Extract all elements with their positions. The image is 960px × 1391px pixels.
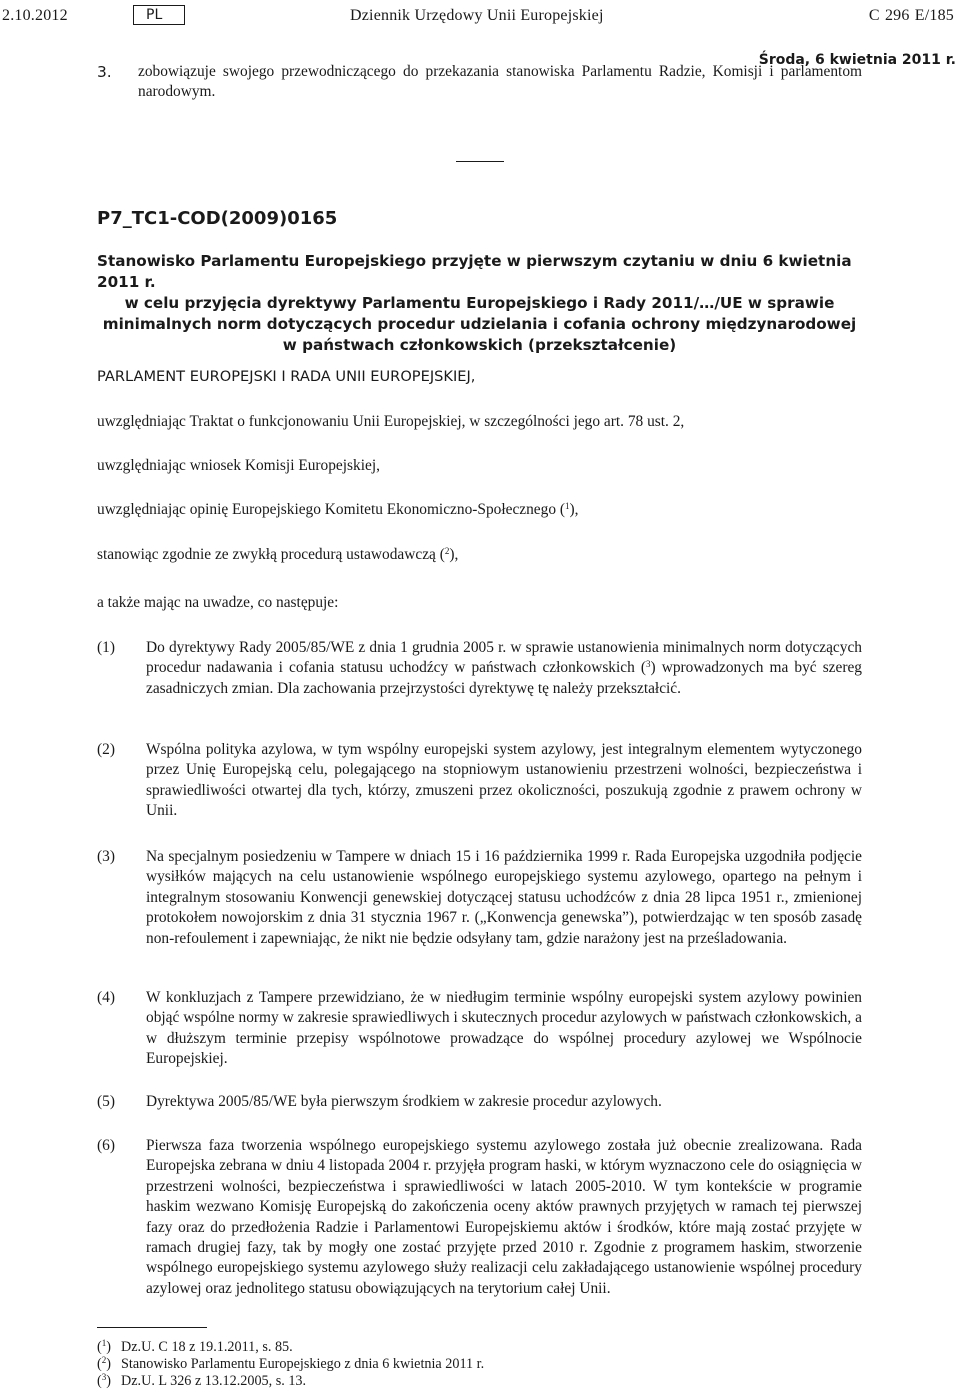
footnote-separator xyxy=(97,1327,207,1328)
journal-reference: C 296 E/185 xyxy=(868,7,954,24)
footnote-number: 2 xyxy=(101,1355,107,1365)
footnote-3: ($^3$) Dz.U. L 326 z 13.12.2005, s. 13. xyxy=(97,1372,307,1389)
recital-text: Dyrektywa 2005/85/WE była pierwszym środkiem w zakresie procedur azylowych. xyxy=(146,1093,662,1110)
footnote-number: 1 xyxy=(101,1338,107,1348)
preamble-authors: PARLAMENT EUROPEJSKI I RADA UNII EUROPEJSKIEJ, xyxy=(97,368,476,385)
footnote-number: 3 xyxy=(101,1372,107,1382)
recital-2 xyxy=(97,740,862,822)
citation-treaty: uwzględniając Traktat o funkcjonowaniu Unii Europejskiej, w szczególności jego art. 78 ust. 2, xyxy=(97,413,685,430)
footnote-text: Stanowisko Parlamentu Europejskiego z dnia 6 kwietnia 2011 r. xyxy=(121,1356,485,1372)
recital-number: (4) xyxy=(97,989,115,1006)
recital-number: (5) xyxy=(97,1093,115,1110)
footnote-ref-1: 1 xyxy=(565,501,570,511)
publication-date: 2.10.2012 xyxy=(2,7,68,24)
document-title xyxy=(97,251,862,356)
intro-item-text-content: zobowiązuje swojego przewodniczącego do przekazania stanowiska Parlamentu Radzie, Komisji i parlamentom narodowym. xyxy=(138,63,862,101)
footnote-text: Dz.U. L 326 z 13.12.2005, s. 13. xyxy=(121,1373,307,1389)
footnote-text: Dz.U. C 18 z 19.1.2011, s. 85. xyxy=(121,1339,293,1355)
recital-1 xyxy=(97,638,862,699)
recital-4 xyxy=(97,988,862,1070)
title-line-1: Stanowisko Parlamentu Europejskiego przyjęte w pierwszym czytaniu w dniu 6 kwietnia 2011 r. xyxy=(97,252,852,291)
citation-legislative-procedure xyxy=(97,545,862,565)
footnote-ref-3: 3 xyxy=(646,659,651,670)
footnote-ref-2: 2 xyxy=(444,546,450,556)
citation-commission-proposal: uwzględniając wniosek Komisji Europejskiej, xyxy=(97,457,380,474)
recital-number: (1) xyxy=(97,639,115,656)
citation-eesc-text: uwzględniając opinię Europejskiego Komitetu Ekonomiczno-Społecznego ( xyxy=(97,501,565,518)
recital-text: W konkluzjach z Tampere przewidziano, że w niedługim terminie wspólny europejski system azylowy powinien objąć wspólne normy w zakresie sprawiedliwych i skutecznych procedur azylowych w państwach członkowskich, a w dłuższym terminie przepisy wspólnotowe prowadzące do wspólnej procedury azylowej we Wspólnocie Europejskiej. xyxy=(146,989,862,1068)
citation-procedure-close: ), xyxy=(449,546,459,563)
recital-number: (3) xyxy=(97,848,115,865)
title-line-2: w celu przyjęcia dyrektywy Parlamentu Europejskiego i Rady 2011/…/UE w sprawie minimalnych norm dotyczących procedur udzielania i cofania ochrony międzynarodowej w państwach członkowskich (przekształcenie) xyxy=(102,294,857,354)
recital-5 xyxy=(97,1092,862,1112)
sitting-date: Środa, 6 kwietnia 2011 r. xyxy=(758,52,956,68)
journal-title: Dziennik Urzędowy Unii Europejskiej xyxy=(350,7,604,24)
whereas-intro: a także mając na uwadze, co następuje: xyxy=(97,594,339,611)
citation-procedure-text: stanowiąc zgodnie ze zwykłą procedurą ustawodawczą ( xyxy=(97,546,445,563)
recital-text xyxy=(146,638,862,699)
recital-1-text-end: ) wprowadzonych ma być szereg zasadniczych zmian. Dla zachowania przejrzystości dyrektywę tę należy przekształcić. xyxy=(146,659,862,697)
recital-text: Pierwsza faza tworzenia wspólnego europejskiego systemu azylowego została już obecnie zrealizowana. Rada Europejska zebrana w dniu 4 listopada 2004 r. przyjęła program haski, w którym wyznaczono cele do osiągnięcia w przestrzeni wolności, bezpieczeństwa i sprawiedliwości w latach 2005-2010. W tym kontekście w programie haskim wezwano Komisję Europejską do zakończenia oceny aktów prawnych przyjętych w ramach tej pierwszej fazy oraz do przedłożenia Radzie i Parlamentowi Europejskiemu aktów i środków, które mają zostać przyjęte w ramach drugiej fazy, tak by mogły one zostać przyjęte przed 2010 r. Zgodnie z programem haskim, stworzenie wspólnego europejskiego systemu azylowego służy realizacji celu zakładającego ustanowienie wspólnej procedury azylowej oraz jednolitego statusu obowiązujących na terytorium całej Unii. xyxy=(146,1137,862,1297)
recital-text: Wspólna polityka azylowa, w tym wspólny europejski system azylowy, jest integralnym elementem wytyczonego przez Unię Europejską celu, polegającego na stopniowym ustanowieniu przestrzeni wolności, bezpieczeństwa i sprawiedliwości otwartej dla tych, którzy, zmuszeni przez okoliczności, poszukują zgodnie z prawem ochrony w Unii. xyxy=(146,741,862,820)
intro-item-text xyxy=(138,62,862,103)
footnote-1: ($^1$) Dz.U. C 18 z 19.1.2011, s. 85. xyxy=(97,1338,293,1355)
recital-6 xyxy=(97,1136,862,1299)
separator-line xyxy=(456,161,504,162)
recital-text: Na specjalnym posiedzeniu w Tampere w dniach 15 i 16 października 1999 r. Rada Europejska uzgodniła podjęcie wysiłków mających na celu ustanowienie wspólnego europejskiego systemu azylowego, opartego na pełnym i integralnym stosowaniu Konwencji genewskiej dotyczącej statusu uchodźców z dnia 28 lipca 1951 r., zmienionej protokołem nowojorskim z dnia 31 stycznia 1967 r. („Konwencja genewska”), potwierdzając w ten sposób zasadę non-refoulement i zapewniając, że nikt nie będzie odsyłany tam, gdzie narażony jest na prześladowania. xyxy=(146,848,862,947)
intro-item-number: 3. xyxy=(97,63,112,81)
document-code: P7_TC1-COD(2009)0165 xyxy=(97,208,338,229)
citation-eesc-opinion xyxy=(97,500,862,520)
citation-eesc-close: ), xyxy=(569,501,579,518)
recital-number: (2) xyxy=(97,741,115,758)
recital-1-text-start: Do dyrektywy Rady 2005/85/WE z dnia 1 grudnia 2005 r. w sprawie ustanowienia minimalnych norm dotyczących procedur nadawania i cofania statusu uchodźcy w państwach członkowskich ( xyxy=(146,639,862,677)
recital-number: (6) xyxy=(97,1137,115,1154)
language-badge: PL xyxy=(133,5,185,25)
recital-3 xyxy=(97,847,862,949)
footnote-2: ($^2$) Stanowisko Parlamentu Europejskiego z dnia 6 kwietnia 2011 r. xyxy=(97,1355,485,1372)
